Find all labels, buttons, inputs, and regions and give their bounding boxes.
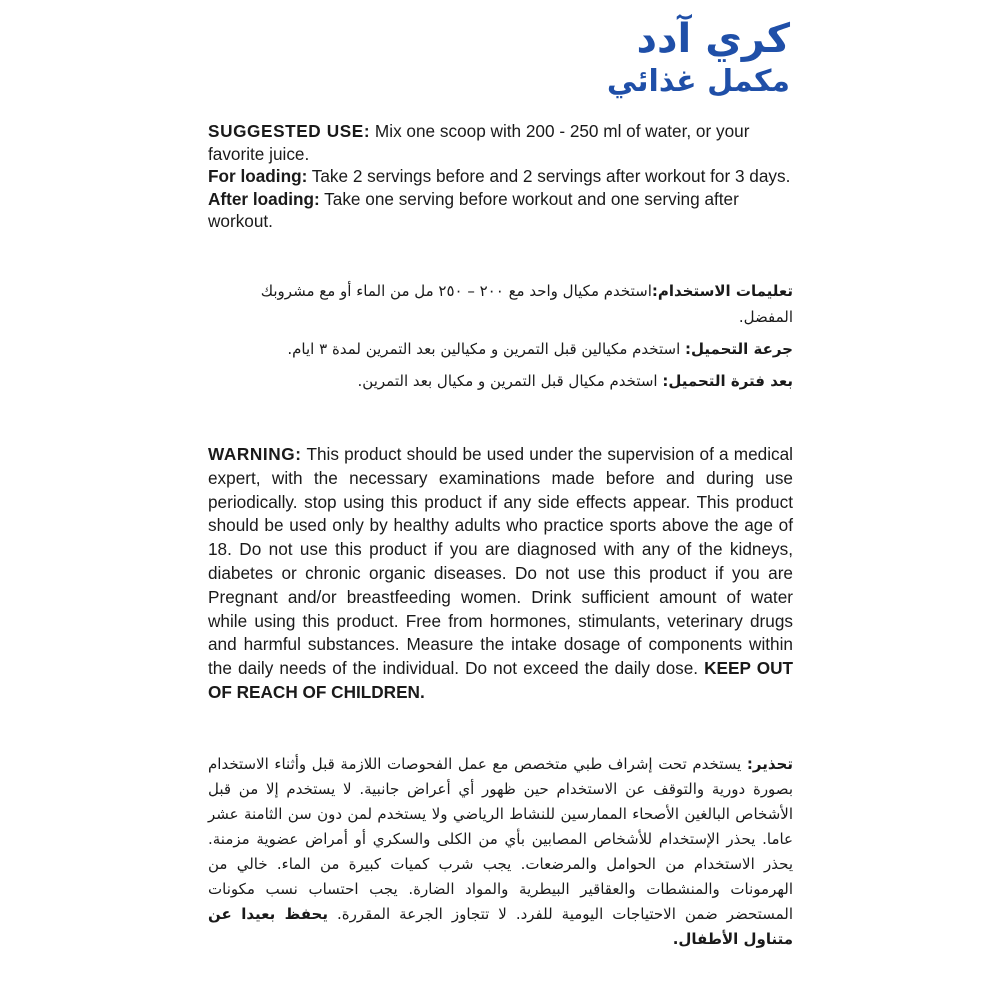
after-loading-heading: After loading: bbox=[208, 188, 320, 209]
warning-heading: WARNING: bbox=[208, 444, 302, 464]
suggested-use-text: Mix one scoop with 200 - 250 ml of water, or your favorite juice. bbox=[208, 121, 750, 164]
loading-arabic-line bbox=[208, 336, 793, 362]
warning-arabic-text: يستخدم تحت إشراف طبي متخصص مع عمل الفحوصات اللازمة قبل وأثناء الاستخدام بصورة دورية والتوقف عن الاستخدام حين ظهور أي أعراض جانبية. لا يستخدم إلا من قبل الأشخاص البالغين الأصحاء الممارسين للنشاط الرياضي ولا يستخدم لمن دون سن الثامنة عشر عاما. يحذر الإستخدام للأشخاص المصابين بأي من الكلى والسكري أو أمراض عضوية مزمنة. يحذر الاستخدام من الحوامل والمرضعات. يجب شرب كميات كبيرة من الماء. خالي من الهرمونات والمنشطات والعقاقير البيطرية والمواد الضارة. يجب احتساب نسب مكونات المستحضر ضمن الاحتياجات اليومية للفرد. لا تتجاوز الجرعة المقررة. bbox=[208, 755, 793, 923]
product-name-arabic: كري آدد bbox=[636, 16, 790, 62]
suggested-use-arabic-heading: تعليمات الاستخدام: bbox=[651, 282, 793, 300]
keep-out-of-reach: KEEP OUT OF REACH OF CHILDREN. bbox=[208, 658, 793, 702]
warning-english bbox=[208, 443, 793, 705]
suggested-use-arabic-text: استخدم مكيال واحد مع ٢٠٠ – ٢٥٠ مل من الماء أو مع مشروبك المفضل. bbox=[260, 282, 793, 326]
title-block bbox=[607, 14, 790, 100]
loading-heading: For loading: bbox=[208, 166, 308, 187]
loading-arabic-text: استخدم مكيالين قبل التمرين و مكيالين بعد التمرين لمدة ٣ ايام. bbox=[287, 340, 686, 358]
suggested-use-heading: SUGGESTED USE: bbox=[208, 121, 371, 141]
warning-arabic-heading: تحذير: bbox=[746, 755, 793, 773]
product-type-arabic: مكمل غذائي bbox=[606, 64, 790, 99]
after-loading-arabic-heading: بعد فترة التحميل: bbox=[662, 372, 793, 390]
after-loading-arabic-text: استخدم مكيال قبل التمرين و مكيال بعد التمرين. bbox=[357, 372, 663, 390]
warning-arabic bbox=[208, 752, 793, 952]
loading-arabic-heading: جرعة التحميل: bbox=[685, 340, 793, 358]
suggested-use-english bbox=[208, 120, 793, 233]
suggested-use-arabic bbox=[208, 278, 793, 394]
keep-out-of-reach-arabic: يحفظ بعيدا عن متناول الأطفال. bbox=[208, 905, 793, 948]
loading-text: Take 2 servings before and 2 servings after workout for 3 days. bbox=[307, 166, 791, 187]
after-loading-text: Take one serving before workout and one serving after workout. bbox=[208, 188, 739, 232]
after-loading-arabic-line bbox=[208, 368, 793, 394]
suggested-use-arabic-line bbox=[208, 278, 793, 330]
warning-text: This product should be used under the supervision of a medical expert, with the necessary examinations made before and during use periodically. stop using this product if any side effects appear. This product should be used only by healthy adults who practice sports above the age of 18. Do not use this product if you are diagnosed with any of the kidneys, diabetes or chronic organic diseases. Do not use this product if you are Pregnant and/or breastfeeding women. Drink sufficient amount of water while using this product. Free from hormones, stimulants, veterinary drugs and harmful substances. Measure the intake dosage of components within the daily needs of the individual. Do not exceed the daily dose. bbox=[208, 444, 793, 679]
